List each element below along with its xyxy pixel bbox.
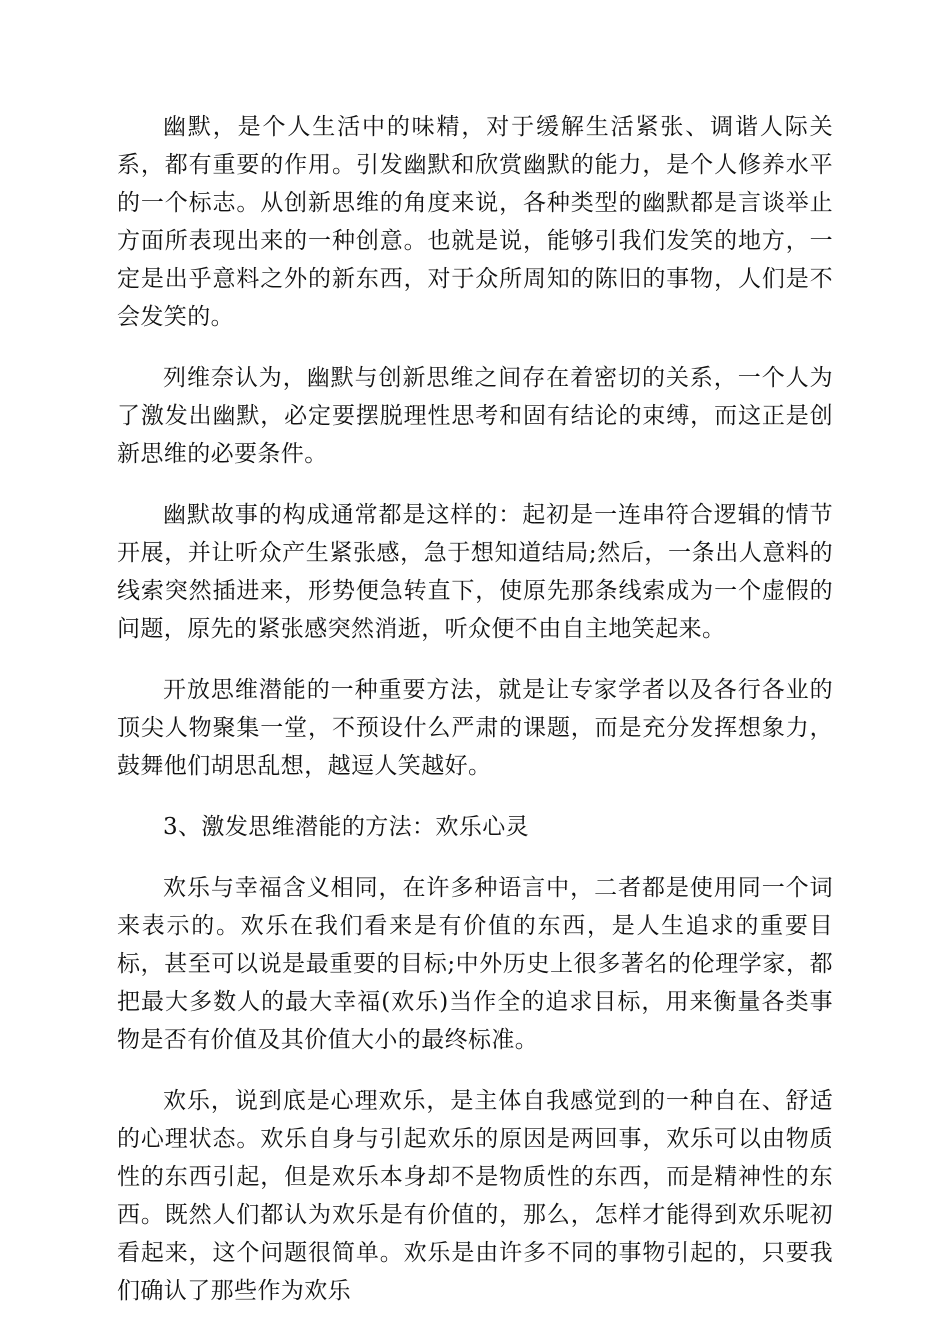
document-body	[117, 108, 833, 1333]
paragraph-open-thinking-method: 开放思维潜能的一种重要方法，就是让专家学者以及各行各业的顶尖人物聚集一堂，不预设什么严肃的课题，而是充分发挥想象力，鼓舞他们胡思乱想，越逗人笑越好。	[117, 677, 833, 779]
paragraph-joy-happiness: 欢乐与幸福含义相同，在许多种语言中，二者都是使用同一个词来表示的。欢乐在我们看来是有价值的东西，是人生追求的重要目标，甚至可以说是最重要的目标;中外历史上很多著名的伦理学家，都把最大多数人的最大幸福(欢乐)当作全的追求目标，用来衡量各类事物是否有价值及其价值大小的最终标准。	[117, 875, 833, 1053]
paragraph-humor-story-structure: 幽默故事的构成通常都是这样的：起初是一连串符合逻辑的情节开展，并让听众产生紧张感，急于想知道结局;然后，一条出人意料的线索突然插进来，形势便急转直下，使原先那条线索成为一个虚假的问题，原先的紧张感突然消逝，听众便不由自主地笑起来。	[117, 502, 833, 642]
section-heading: 3、激发思维潜能的方法：欢乐心灵	[163, 814, 530, 840]
paragraph-levinay-view: 列维奈认为，幽默与创新思维之间存在着密切的关系，一个人为了激发出幽默，必定要摆脱理性思考和固有结论的束缚，而这正是创新思维的必要条件。	[117, 365, 833, 467]
paragraph-joy-psychological: 欢乐，说到底是心理欢乐，是主体自我感觉到的一种自在、舒适的心理状态。欢乐自身与引起欢乐的原因是两回事，欢乐可以由物质性的东西引起，但是欢乐本身却不是物质性的东西，而是精神性的东西。既然人们都认为欢乐是有价值的，那么，怎样才能得到欢乐呢初看起来，这个问题很简单。欢乐是由许多不同的事物引起的，只要我们确认了那些作为欢乐	[117, 1088, 833, 1304]
paragraph-humor-definition: 幽默，是个人生活中的味精，对于缓解生活紧张、调谐人际关系，都有重要的作用。引发幽默和欣赏幽默的能力，是个人修养水平的一个标志。从创新思维的角度来说，各种类型的幽默都是言谈举止方面所表现出来的一种创意。也就是说，能够引我们发笑的地方，一定是出乎意料之外的新东西，对于众所周知的陈旧的事物，人们是不会发笑的。	[117, 114, 833, 330]
